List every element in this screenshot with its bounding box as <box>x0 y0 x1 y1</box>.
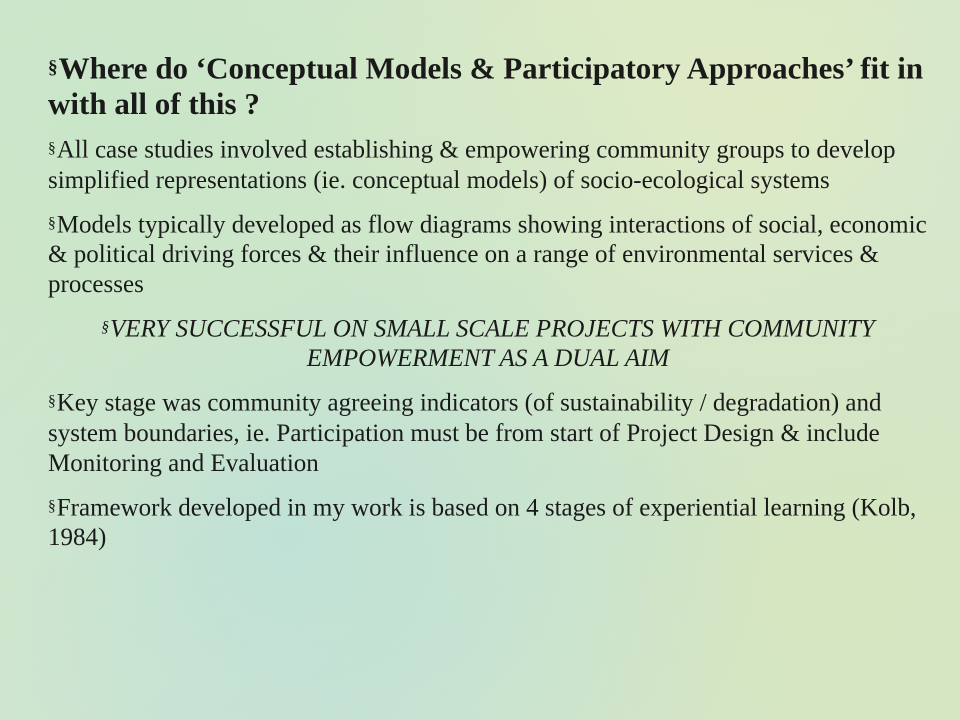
bullet-point-text: All case studies involved establishing & empowering community groups to develop simplified representations (ie. conceptual models) of socio-ecological systems <box>48 136 896 194</box>
bullet-point-text: Models typically developed as flow diagrams showing interactions of social, economic & political driving forces & their influence on a range of environmental services & processes <box>48 211 927 299</box>
section-bullet-icon: § <box>101 319 110 337</box>
bullet-point-text: Key stage was community agreeing indicators (of sustainability / degradation) and system boundaries, ie. Participation must be from start of Project Design & include Monitoring and Evaluation <box>48 389 882 477</box>
slide-title-text: Where do ‘Conceptual Models & Participatory Approaches’ fit in with all of this ? <box>48 50 924 122</box>
bullet-point <box>48 387 928 478</box>
emphasis-statement <box>48 313 928 374</box>
section-bullet-icon: § <box>48 57 58 78</box>
bullet-point <box>48 134 928 195</box>
slide-content <box>48 50 928 566</box>
section-bullet-icon: § <box>48 140 56 158</box>
emphasis-statement-text: VERY SUCCESSFUL ON SMALL SCALE PROJECTS WITH COMMUNITY EMPOWERMENT AS A DUAL AIM <box>110 315 875 373</box>
section-bullet-icon: § <box>48 214 56 232</box>
section-bullet-icon: § <box>48 393 56 411</box>
section-bullet-icon: § <box>48 497 56 515</box>
bullet-point <box>48 209 928 300</box>
slide-title <box>48 50 928 122</box>
bullet-point <box>48 492 928 553</box>
bullet-point-text: Framework developed in my work is based on 4 stages of experiential learning (Kolb, 1984) <box>48 494 917 552</box>
